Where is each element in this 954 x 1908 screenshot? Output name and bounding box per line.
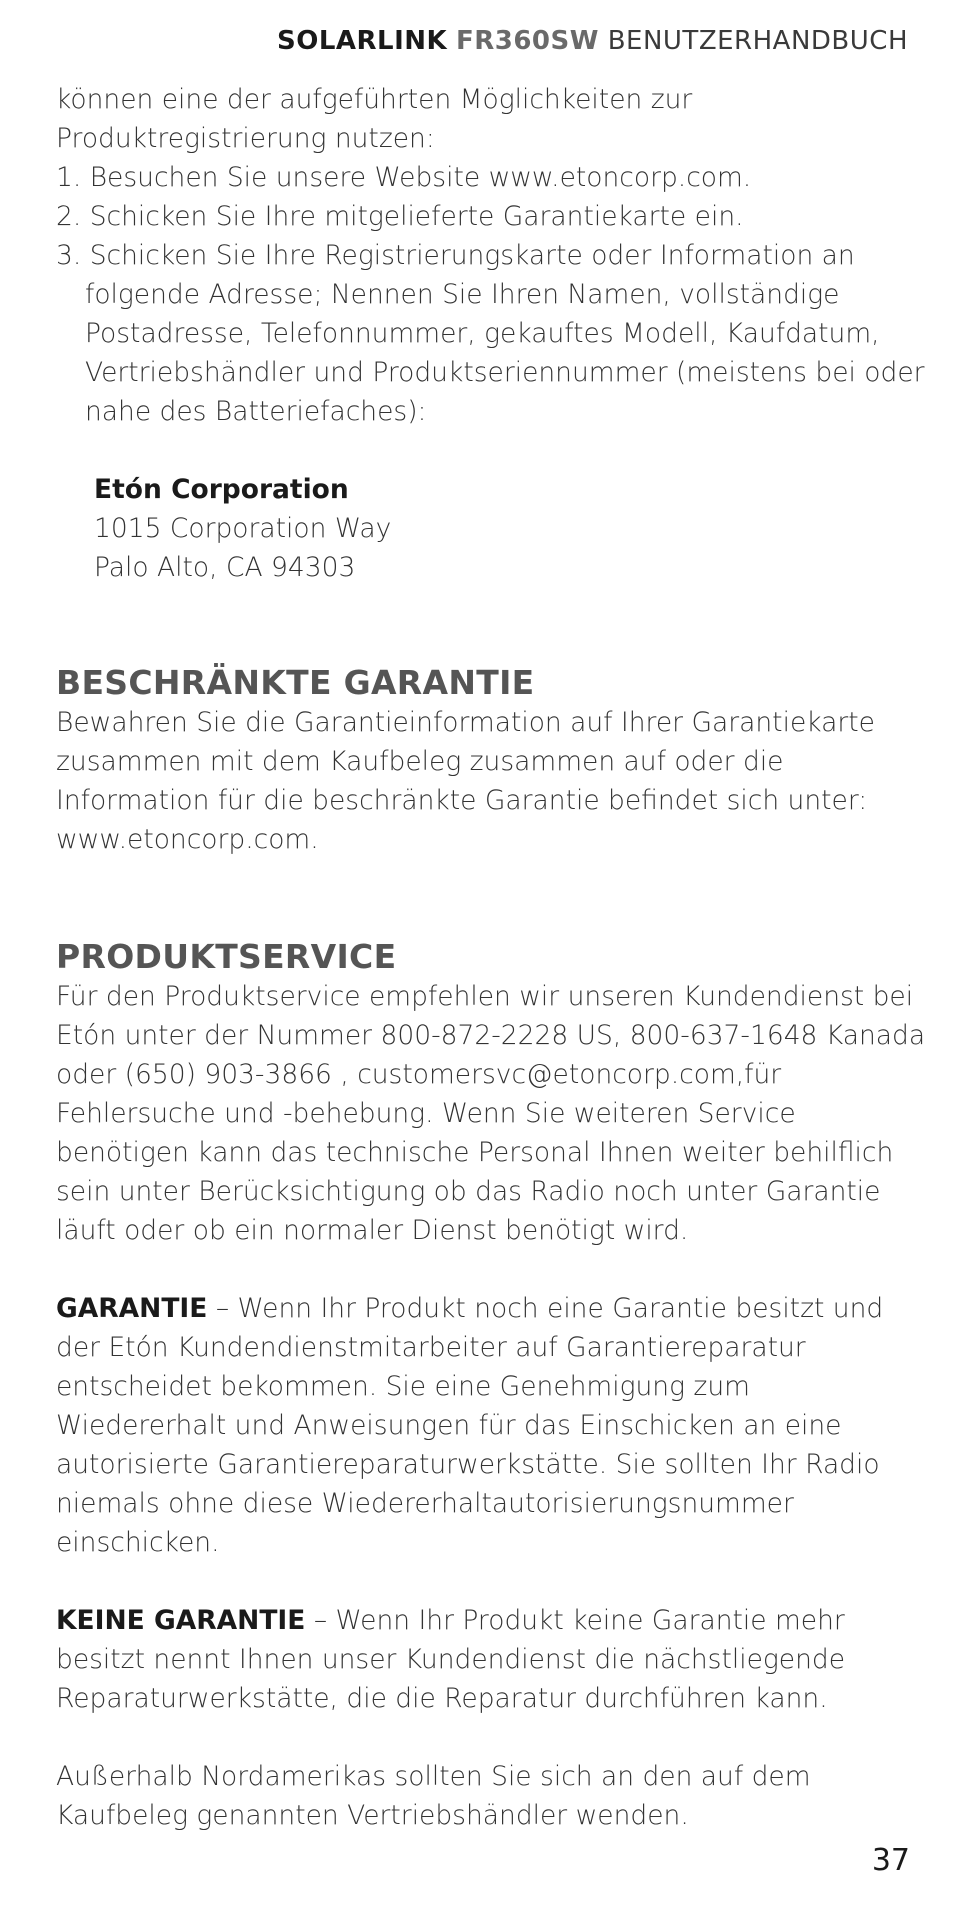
address-city: Palo Alto, CA 94303	[94, 552, 356, 583]
header-doc-title: BENUTZERHANDBUCH	[607, 26, 908, 56]
garantie-label: GARANTIE	[56, 1293, 208, 1324]
list-item: 2. Schicken Sie Ihre mitgelieferte Garantiekarte ein.	[56, 201, 744, 232]
intro-text: können eine der aufgeführten Möglichkeiten zur Produktregistrierung nutzen:	[56, 84, 693, 154]
page-content	[56, 80, 926, 1835]
keine-garantie-paragraph	[56, 1601, 926, 1718]
page-number: 37	[871, 1843, 910, 1878]
page-header	[277, 26, 908, 56]
garantie-text: – Wenn Ihr Produkt noch eine Garantie besitzt und der Etón Kundendienstmitarbeiter auf Garantiereparatur entscheidet bekommen. Sie eine Genehmigung zum Wiedererhalt und Anweisungen für das Einschicken an eine autorisierte Garantiereparaturwerkstätte. Sie sollten Ihr Radio niemals ohne diese Wiedererhaltautorisierungsnummer einschicken.	[56, 1293, 884, 1558]
address-company: Etón Corporation	[94, 474, 349, 505]
outside-north-america-text: Außerhalb Nordamerikas sollten Sie sich an den auf dem Kaufbeleg genannten Vertriebshändler wenden.	[56, 1761, 811, 1831]
service-text: Für den Produktservice empfehlen wir unseren Kundendienst bei Etón unter der Nummer 800-872-2228 US, 800-637-1648 Kanada oder (650) 903-3866 , customersvc@etoncorp.com,für Fehlersuche und -behebung. Wenn Sie weiteren Service benötigen kann das technische Personal Ihnen weiter behilflich sein unter Berücksichtigung ob das Radio noch unter Garantie läuft oder ob ein normaler Dienst benötigt wird.	[56, 981, 926, 1246]
address-street: 1015 Corporation Way	[94, 513, 392, 544]
registration-options-list	[56, 158, 926, 431]
warranty-text: Bewahren Sie die Garantieinformation auf Ihrer Garantiekarte zusammen mit dem Kaufbeleg zusammen auf oder die Information für die beschränkte Garantie befindet sich unter: www.etoncorp.com.	[56, 707, 875, 855]
garantie-paragraph	[56, 1289, 926, 1562]
service-heading: PRODUKTSERVICE	[56, 937, 397, 976]
keine-garantie-label: KEINE GARANTIE	[56, 1605, 306, 1636]
list-item: 3. Schicken Sie Ihre Registrierungskarte oder Information an folgende Adresse; Nennen Sie Ihren Namen, vollständige Postadresse, Telefonnummer, gekauftes Modell, Kaufdatum, Vertriebshändler und Produktseriennummer (meistens bei oder nahe des Batteriefaches):	[56, 240, 925, 427]
company-address	[56, 470, 926, 587]
header-model: FR360SW	[455, 26, 599, 56]
keine-garantie-text: – Wenn Ihr Produkt keine Garantie mehr besitzt nennt Ihnen unser Kundendienst die nächstliegende Reparaturwerkstätte, die die Reparatur durchführen kann.	[56, 1605, 845, 1714]
list-item: 1. Besuchen Sie unsere Website www.etoncorp.com.	[56, 162, 752, 193]
header-brand: SOLARLINK	[277, 26, 448, 56]
warranty-heading: BESCHRÄNKTE GARANTIE	[56, 663, 535, 702]
